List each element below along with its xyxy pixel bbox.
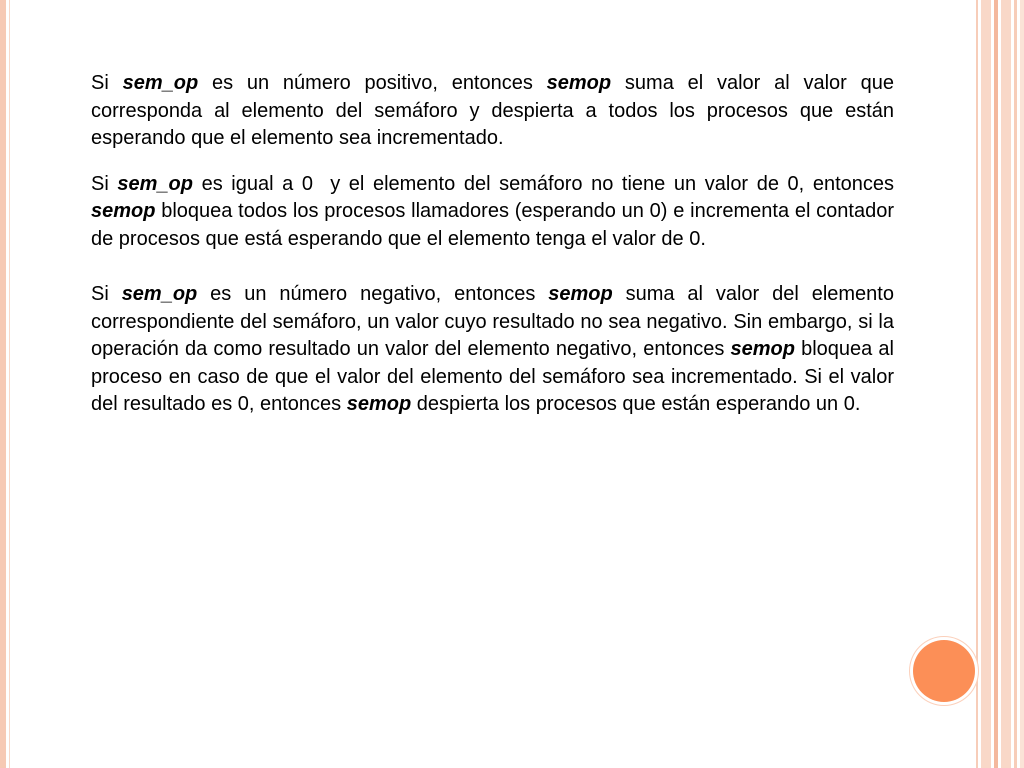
stripe [981,0,991,768]
text-segment: Si [91,72,123,94]
right-stripe-decoration [976,0,1024,768]
slide-body [91,70,900,419]
term-sem-op: sem_op [121,283,198,305]
stripe [1020,0,1024,768]
text-segment: despierta los procesos que están esperando un 0. [411,393,861,415]
stripe [1014,0,1017,768]
term-sem-op: sem_op [117,172,193,195]
text-segment: suma al valor del elemento correspondiente del semáforo, un valor cuyo resultado no sea negativo. Sin embargo, si la operación da como resultado un valor del elemento negativo, entonces [91,283,894,360]
stripe [976,0,978,768]
stripe [1001,0,1011,768]
text-segment: es un número positivo, entonces [198,72,547,94]
stripe [994,0,998,768]
paragraph-negative [91,281,894,419]
term-semop: semop [548,283,613,305]
paragraph-positive [91,70,894,153]
text-segment: es un número negativo, entonces [197,283,549,305]
term-semop: semop [546,72,612,94]
accent-circle-decoration [913,640,975,702]
term-semop: semop [346,393,412,415]
text-segment: bloquea todos los procesos llamadores (esperando un 0) e incrementa el contador de procesos que está esperando que el elemento tenga el valor de 0. [91,200,894,250]
text-segment: es igual a 0 y el elemento del semáforo no tiene un valor de 0, entonces [192,172,900,195]
left-border-decoration [0,0,6,768]
text-segment: Si [91,172,118,195]
paragraph-zero [91,171,900,254]
term-semop: semop [91,200,156,222]
term-sem-op: sem_op [122,72,199,94]
text-segment: bloquea al proceso en caso de que el valor del elemento del semáforo sea incrementado. Si el valor del resultado es 0, entonces [91,338,894,415]
term-semop: semop [730,338,795,360]
text-segment: suma el valor al valor que corresponda al elemento del semáforo y despierta a todos los procesos que están esperando que el elemento sea incrementado. [91,72,894,149]
text-segment: Si [91,283,122,305]
